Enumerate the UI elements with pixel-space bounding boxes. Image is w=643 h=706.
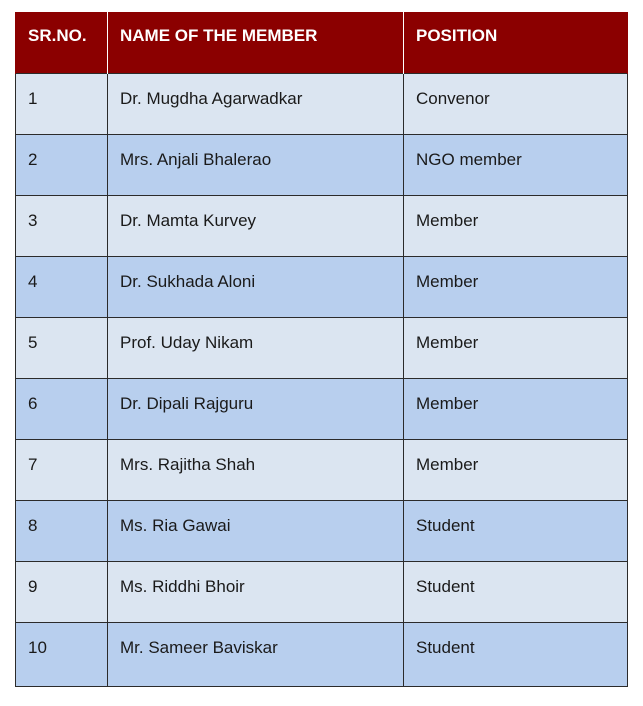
table-row [16,500,628,561]
table-row [16,134,628,195]
cell-sr-no: 2 [16,134,108,195]
cell-member-name: Dr. Dipali Rajguru [108,378,404,439]
cell-position: Member [404,195,628,256]
cell-position: Student [404,500,628,561]
table-row [16,256,628,317]
cell-position: Member [404,378,628,439]
cell-member-name: Dr. Mamta Kurvey [108,195,404,256]
cell-position: Member [404,439,628,500]
cell-member-name: Mr. Sameer Baviskar [108,622,404,686]
table-row [16,561,628,622]
cell-position: Convenor [404,73,628,134]
table-row [16,622,628,686]
table-row [16,439,628,500]
cell-member-name: Dr. Mugdha Agarwadkar [108,73,404,134]
table-row [16,195,628,256]
header-row [16,12,628,73]
cell-position: Student [404,561,628,622]
cell-member-name: Ms. Riddhi Bhoir [108,561,404,622]
cell-sr-no: 7 [16,439,108,500]
header-position: POSITION [404,12,628,73]
header-member-name: NAME OF THE MEMBER [108,12,404,73]
table-row [16,73,628,134]
cell-sr-no: 4 [16,256,108,317]
cell-position: Student [404,622,628,686]
cell-sr-no: 5 [16,317,108,378]
cell-sr-no: 9 [16,561,108,622]
cell-member-name: Prof. Uday Nikam [108,317,404,378]
cell-member-name: Mrs. Anjali Bhalerao [108,134,404,195]
cell-sr-no: 1 [16,73,108,134]
cell-sr-no: 10 [16,622,108,686]
table-row [16,378,628,439]
cell-position: NGO member [404,134,628,195]
cell-member-name: Mrs. Rajitha Shah [108,439,404,500]
cell-sr-no: 3 [16,195,108,256]
cell-member-name: Ms. Ria Gawai [108,500,404,561]
table-header [16,12,628,73]
cell-sr-no: 8 [16,500,108,561]
table-row [16,317,628,378]
header-sr-no: SR.NO. [16,12,108,73]
members-table-container [15,12,627,687]
cell-position: Member [404,256,628,317]
table-body [16,73,628,686]
cell-position: Member [404,317,628,378]
members-table [15,12,628,687]
cell-sr-no: 6 [16,378,108,439]
cell-member-name: Dr. Sukhada Aloni [108,256,404,317]
